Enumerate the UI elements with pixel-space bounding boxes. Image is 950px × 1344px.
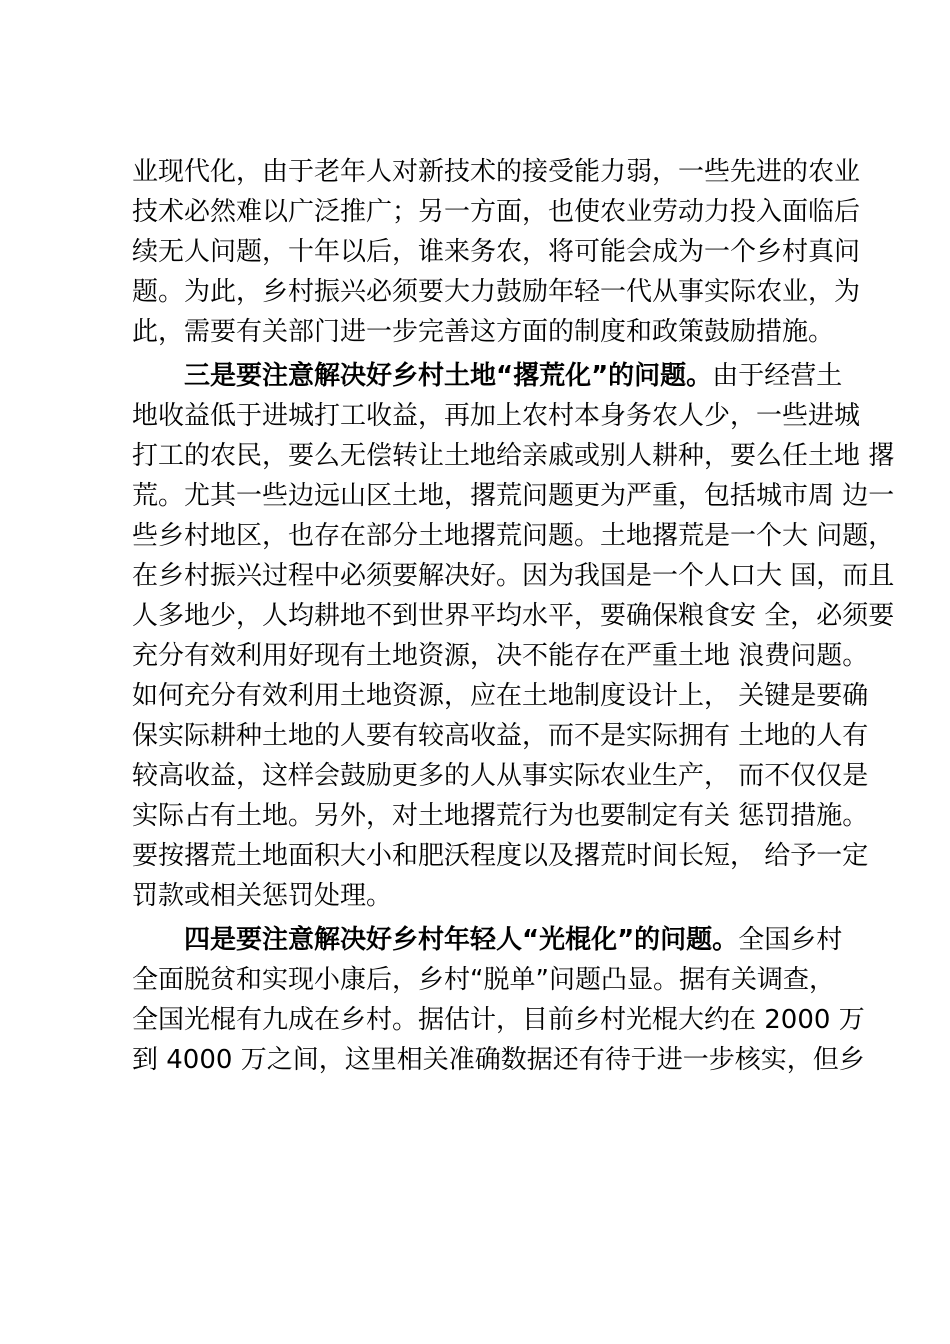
text-line: 地收益低于进城打工收益，再加上农村本身务农人少，一些进城 bbox=[132, 401, 861, 431]
paragraph-3-heading: 三是要注意解决好乡村土地“撂荒化”的问题。 bbox=[184, 361, 713, 391]
text-line: 充分有效利用好现有土地资源，决不能存在严重土地 浪费问题。 bbox=[132, 641, 869, 671]
paragraph-4-heading: 四是要注意解决好乡村年轻人“光棍化”的问题。 bbox=[184, 925, 739, 955]
text-line: 罚款或相关惩罚处理。 bbox=[132, 881, 393, 911]
text-line: 业现代化，由于老年人对新技术的接受能力弱，一些先进的农业 bbox=[132, 157, 861, 187]
paragraph-4-first-line bbox=[132, 920, 872, 960]
text-line: 续无人问题，十年以后，谁来务农，将可能会成为一个乡村真问 bbox=[132, 237, 861, 267]
paragraph-3-first-line bbox=[132, 356, 872, 396]
text-line: 全国光棍有九成在乡村。据估计，目前乡村光棍大约在 2000 万 bbox=[132, 1005, 865, 1035]
body-text bbox=[132, 152, 895, 1080]
paragraph-3-lead: 由于经营土 bbox=[712, 361, 843, 391]
text-line: 人多地少，人均耕地不到世界平均水平，要确保粮食安 全，必须要 bbox=[132, 601, 895, 631]
paragraph-4-lead: 全国乡村 bbox=[738, 925, 843, 955]
text-line: 些乡村地区，也存在部分土地撂荒问题。土地撂荒是一个大 问题， bbox=[132, 521, 895, 551]
text-line: 要按撂荒土地面积大小和肥沃程度以及撂荒时间长短， 给予一定 bbox=[132, 841, 869, 871]
text-line: 题。为此，乡村振兴必须要大力鼓励年轻一代从事实际农业，为 bbox=[132, 277, 861, 307]
text-line: 实际占有土地。另外，对土地撂荒行为也要制定有关 惩罚措施。 bbox=[132, 801, 869, 831]
text-line: 全面脱贫和实现小康后，乡村“脱单”问题凸显。据有关调查， bbox=[132, 965, 835, 995]
text-line: 到 4000 万之间，这里相关准确数据还有待于进一步核实，但乡 bbox=[132, 1045, 865, 1075]
text-line: 此，需要有关部门进一步完善这方面的制度和政策鼓励措施。 bbox=[132, 317, 835, 347]
text-line: 如何充分有效利用土地资源，应在土地制度设计上， 关键是要确 bbox=[132, 681, 869, 711]
text-line: 打工的农民，要么无偿转让土地给亲戚或别人耕种，要么任土地 撂 bbox=[132, 441, 895, 471]
text-line: 在乡村振兴过程中必须要解决好。因为我国是一个人口大 国，而且 bbox=[132, 561, 895, 591]
text-line: 技术必然难以广泛推广；另一方面，也使农业劳动力投入面临后 bbox=[132, 197, 861, 227]
text-line: 荒。尤其一些边远山区土地，撂荒问题更为严重，包括城市周 边一 bbox=[132, 481, 895, 511]
text-line: 较高收益，这样会鼓励更多的人从事实际农业生产， 而不仅仅是 bbox=[132, 761, 869, 791]
text-line: 保实际耕种土地的人要有较高收益，而不是实际拥有 土地的人有 bbox=[132, 721, 869, 751]
